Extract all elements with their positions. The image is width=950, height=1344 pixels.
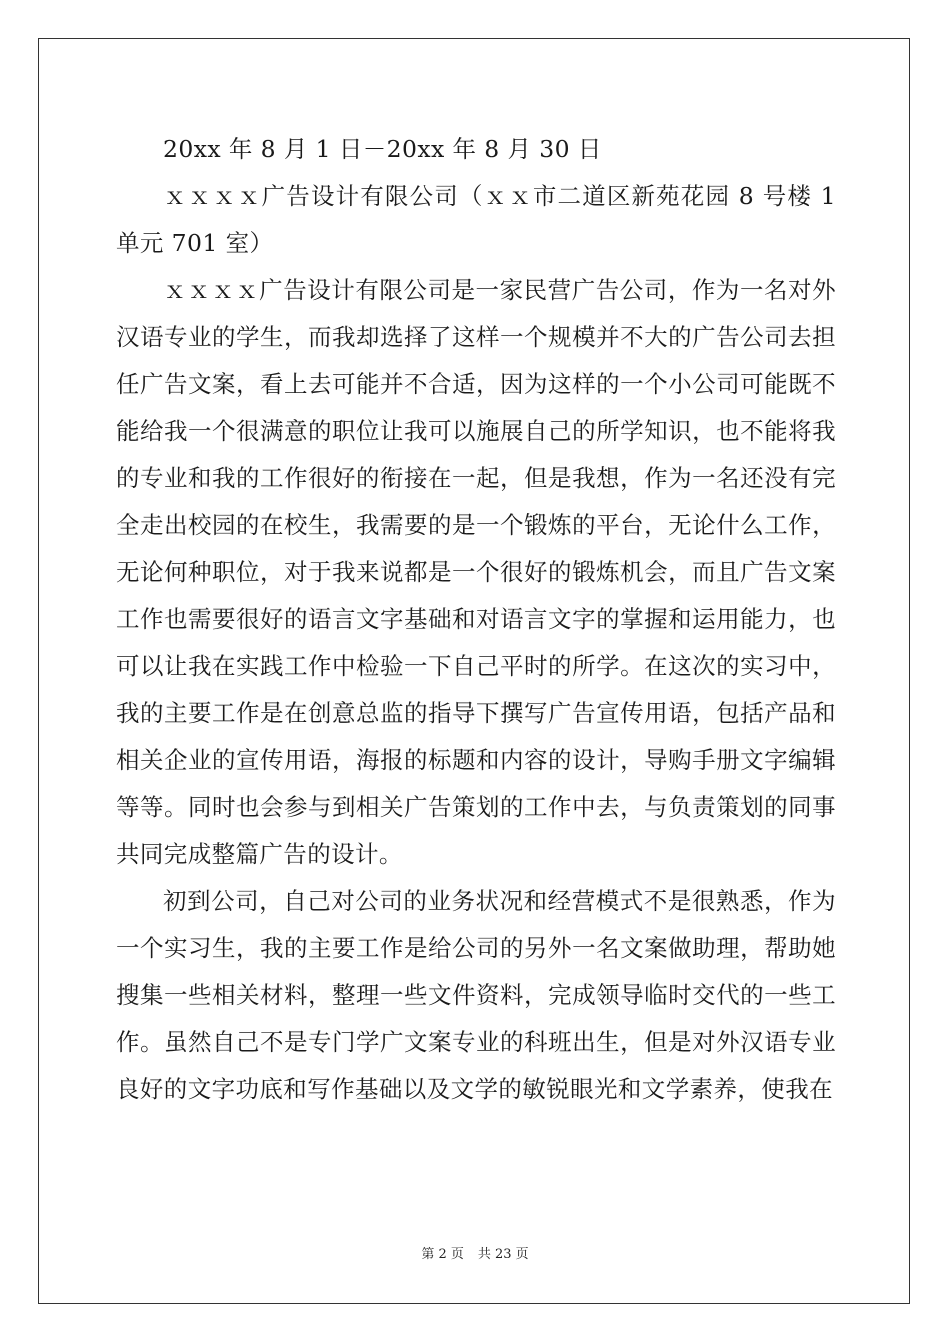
page-footer — [0, 1243, 950, 1262]
document-body — [116, 126, 836, 1113]
page-number: 第 2 页 — [421, 1247, 464, 1262]
location: ｘｘｘｘ广告设计有限公司（ｘｘ市二道区新苑花园 8 号楼 1 单元 701 室） — [116, 182, 836, 257]
total-pages: 共 23 页 — [477, 1247, 529, 1262]
date-range: 20xx 年 8 月 1 日－20xx 年 8 月 30 日 — [163, 135, 602, 163]
paragraph-2: 初到公司，自己对公司的业务状况和经营模式不是很熟悉，作为一个实习生，我的主要工作是给公司的另外一名文案做助理，帮助她搜集一些相关材料，整理一些文件资料，完成领导临时交代的一些工作。虽然自己不是专门学广文案专业的科班出生，但是对外汉语专业良好的文字功底和写作基础以及文学的敏锐眼光和文学素养，使我在 — [116, 887, 836, 1103]
paragraph-1: ｘｘｘｘ广告设计有限公司是一家民营广告公司，作为一名对外汉语专业的学生，而我却选择了这样一个规模并不大的广告公司去担任广告文案，看上去可能并不合适，因为这样的一个小公司可能既不能给我一个很满意的职位让我可以施展自己的所学知识，也不能将我的专业和我的工作很好的衔接在一起，但是我想，作为一名还没有完全走出校园的在校生，我需要的是一个锻炼的平台，无论什么工作，无论何种职位，对于我来说都是一个很好的锻炼机会，而且广告文案工作也需要很好的语言文字基础和对语言文字的掌握和运用能力，也可以让我在实践工作中检验一下自己平时的所学。在这次的实习中，我的主要工作是在创意总监的指导下撰写广告宣传用语，包括产品和相关企业的宣传用语，海报的标题和内容的设计，导购手册文字编辑等等。同时也会参与到相关广告策划的工作中去，与负责策划的同事共同完成整篇广告的设计。 — [116, 276, 836, 868]
